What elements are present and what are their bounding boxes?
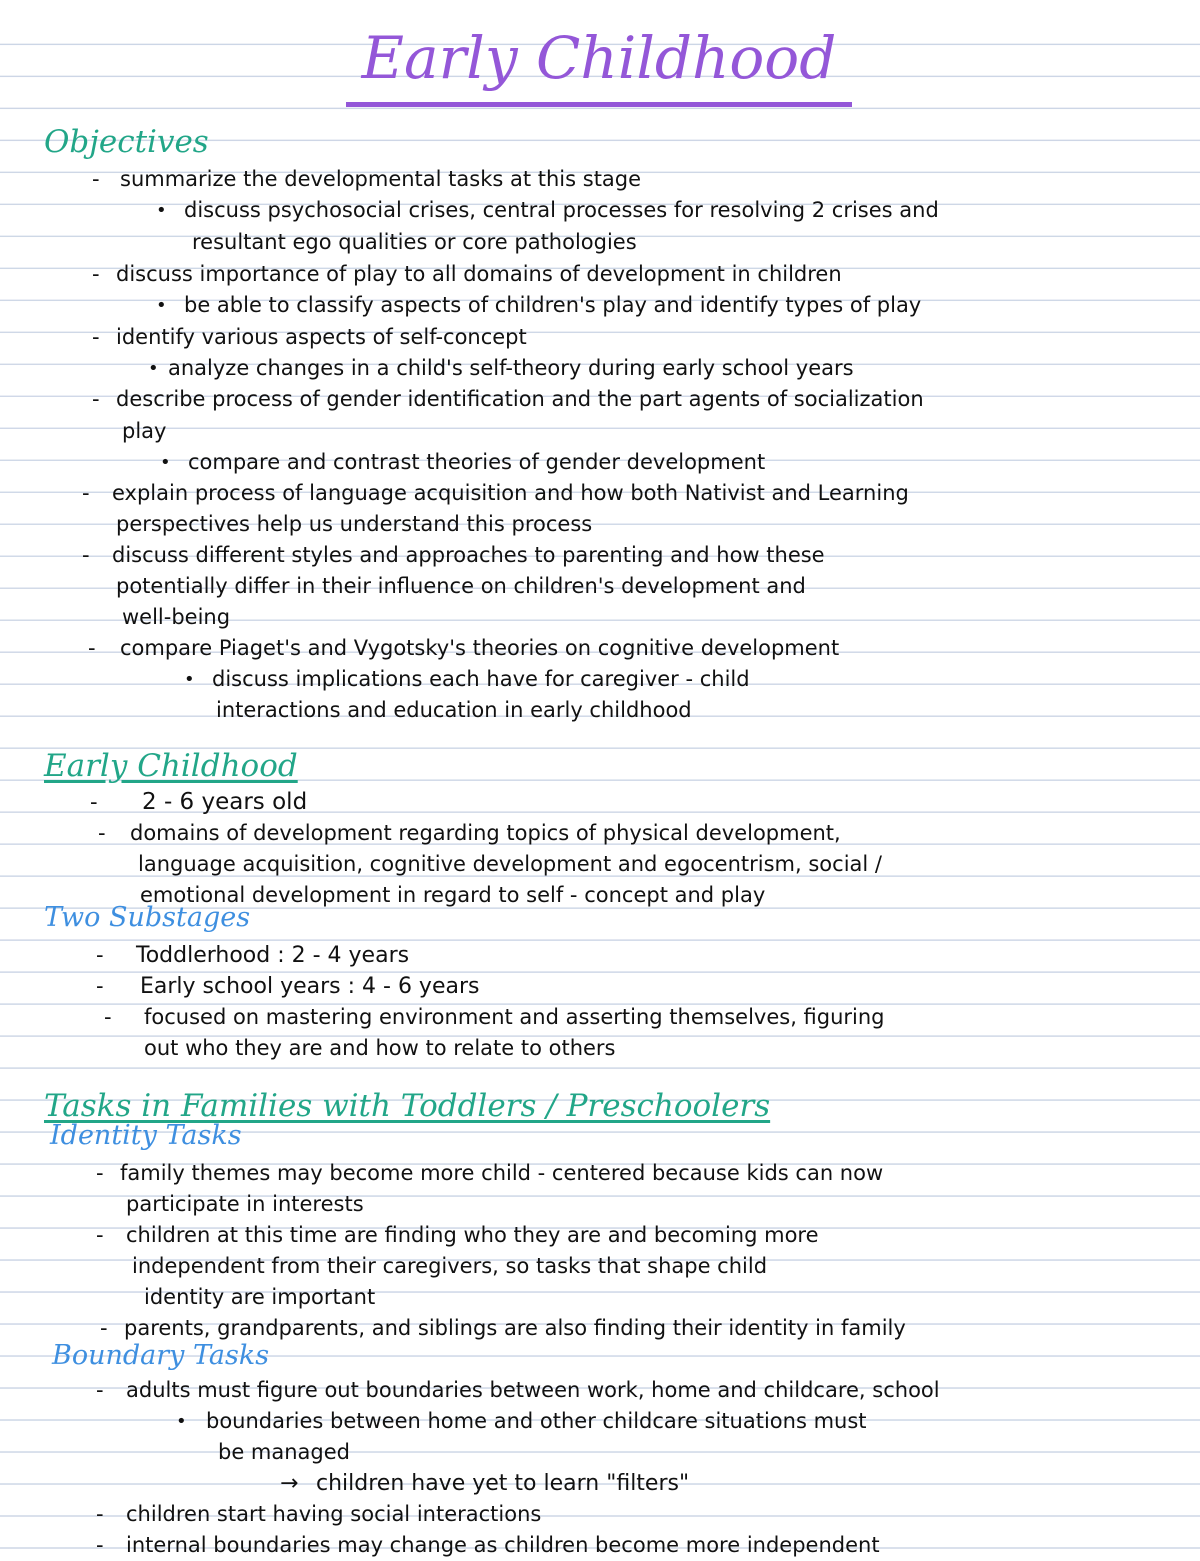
objective-text: well-being — [122, 605, 231, 629]
arrow-icon: → — [280, 1471, 299, 1496]
substages-heading: Two Substages — [44, 902, 251, 933]
dash-bullet: - — [96, 974, 104, 998]
substage-text: Early school years : 4 - 6 years — [140, 974, 480, 999]
boundary-task-text: boundaries between home and other childcare situations must — [206, 1409, 867, 1433]
dash-bullet: - — [88, 636, 96, 660]
identity-task-text: children at this time are finding who they are and becoming more — [126, 1223, 819, 1247]
early-childhood-heading: Early Childhood — [44, 748, 298, 784]
boundary-task-text: children have yet to learn "filters" — [316, 1471, 690, 1496]
objective-text: explain process of language acquisition and how both Nativist and Learning — [112, 481, 909, 505]
sub-bullet: • — [176, 1411, 187, 1432]
dash-bullet: - — [96, 943, 104, 967]
boundary-task-text: internal boundaries may change as children become more independent — [126, 1533, 880, 1557]
domains-text: emotional development in regard to self - concept and play — [140, 883, 766, 907]
objective-sub-text: analyze changes in a child's self-theory during early school years — [168, 356, 854, 380]
identity-task-text: parents, grandparents, and siblings are also finding their identity in family — [124, 1316, 906, 1340]
sub-bullet: • — [156, 295, 167, 316]
dash-bullet: - — [92, 387, 100, 411]
boundary-tasks-heading: Boundary Tasks — [52, 1340, 270, 1371]
identity-task-text: family themes may become more child - centered because kids can now — [120, 1161, 884, 1185]
sub-bullet: • — [148, 358, 159, 379]
dash-bullet: - — [90, 790, 98, 814]
age-range-text: 2 - 6 years old — [142, 789, 308, 815]
dash-bullet: - — [96, 1161, 104, 1185]
dash-bullet: - — [98, 821, 106, 845]
objective-text: summarize the developmental tasks at this stage — [120, 167, 642, 191]
substage-text: Toddlerhood : 2 - 4 years — [136, 943, 410, 968]
dash-bullet: - — [96, 1378, 104, 1402]
substage-text: out who they are and how to relate to others — [144, 1036, 616, 1060]
boundary-task-text: adults must figure out boundaries between work, home and childcare, school — [126, 1378, 940, 1402]
identity-task-text: independent from their caregivers, so tasks that shape child — [132, 1254, 768, 1278]
boundary-task-text: be managed — [218, 1440, 351, 1464]
objective-sub-text: compare and contrast theories of gender development — [188, 450, 766, 474]
dash-bullet: - — [96, 1223, 104, 1247]
objective-text: potentially differ in their influence on children's development and — [116, 574, 806, 598]
objective-sub-text: resultant ego qualities or core pathologies — [192, 230, 637, 254]
identity-task-text: participate in interests — [126, 1192, 364, 1216]
objective-text: perspectives help us understand this process — [116, 512, 593, 536]
domains-text: domains of development regarding topics of physical development, — [130, 821, 841, 845]
identity-task-text: identity are important — [144, 1285, 376, 1309]
objectives-heading: Objectives — [44, 124, 209, 160]
substage-text: focused on mastering environment and asserting themselves, figuring — [144, 1005, 885, 1029]
identity-tasks-heading: Identity Tasks — [50, 1120, 242, 1151]
dash-bullet: - — [100, 1316, 108, 1340]
dash-bullet: - — [96, 1502, 104, 1526]
objective-sub-text: be able to classify aspects of children's play and identify types of play — [184, 293, 922, 317]
sub-bullet: • — [184, 669, 195, 690]
objective-text: describe process of gender identification and the part agents of socialization — [116, 387, 924, 411]
objective-sub-text: interactions and education in early childhood — [216, 698, 692, 722]
dash-bullet: - — [104, 1005, 112, 1029]
page-title: Early Childhood — [346, 20, 852, 107]
dash-bullet: - — [96, 1533, 104, 1557]
objective-text: compare Piaget's and Vygotsky's theories on cognitive development — [120, 636, 840, 660]
objective-sub-text: discuss implications each have for caregiver - child — [212, 667, 750, 691]
objective-text: play — [122, 419, 167, 443]
tasks-heading: Tasks in Families with Toddlers / Preschoolers — [44, 1088, 771, 1124]
sub-bullet: • — [156, 200, 167, 221]
sub-bullet: • — [160, 452, 171, 473]
dash-bullet: - — [82, 481, 90, 505]
dash-bullet: - — [82, 543, 90, 567]
objective-text: discuss different styles and approaches to parenting and how these — [112, 543, 825, 567]
objective-text: discuss importance of play to all domains of development in children — [116, 262, 842, 286]
dash-bullet: - — [92, 262, 100, 286]
dash-bullet: - — [92, 167, 100, 191]
objective-sub-text: discuss psychosocial crises, central processes for resolving 2 crises and — [184, 198, 939, 222]
boundary-task-text: children start having social interactions — [126, 1502, 542, 1526]
dash-bullet: - — [92, 325, 100, 349]
objective-text: identify various aspects of self-concept — [116, 325, 527, 349]
domains-text: language acquisition, cognitive development and egocentrism, social / — [138, 852, 882, 876]
